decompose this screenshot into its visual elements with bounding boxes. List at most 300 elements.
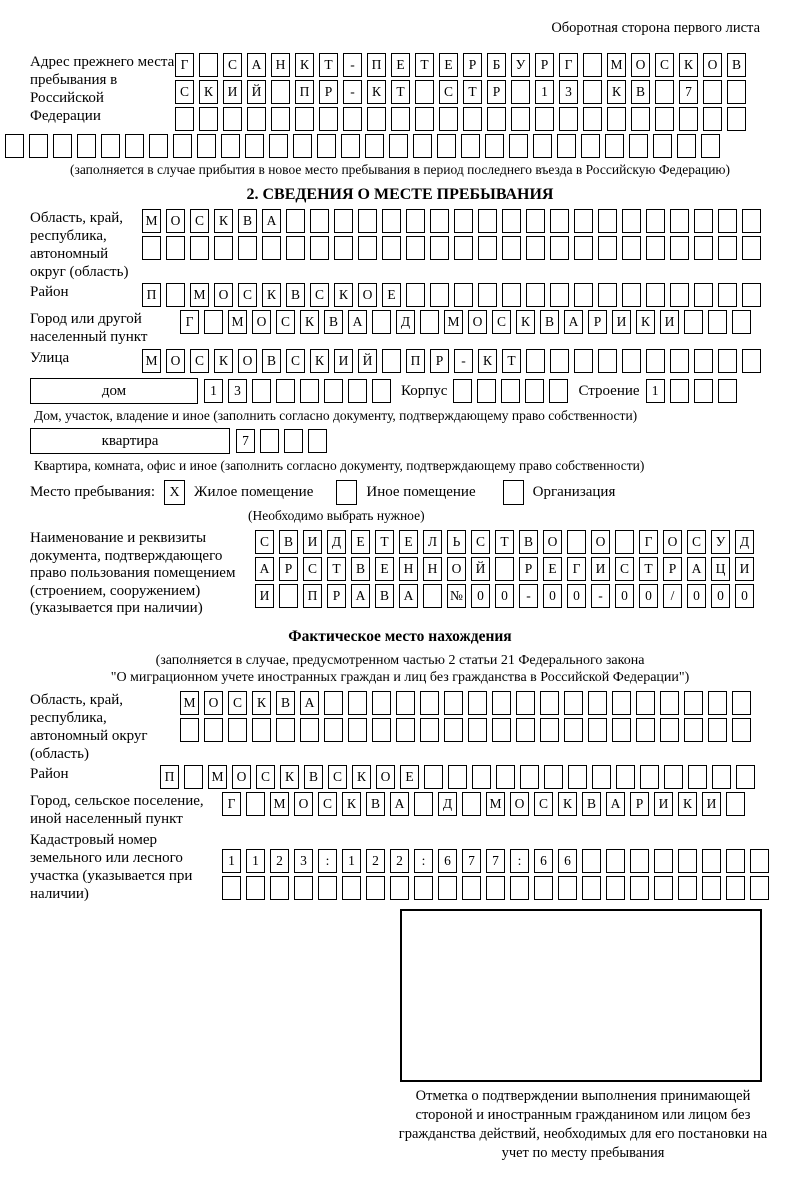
char-box[interactable]: К — [679, 53, 698, 77]
char-box[interactable] — [246, 792, 265, 816]
char-box[interactable] — [516, 718, 535, 742]
char-box[interactable] — [415, 80, 434, 104]
char-box[interactable]: П — [295, 80, 314, 104]
char-box[interactable] — [462, 792, 481, 816]
char-box[interactable]: Г — [175, 53, 194, 77]
char-box[interactable] — [495, 557, 514, 581]
char-box[interactable] — [646, 349, 665, 373]
char-box[interactable] — [670, 379, 689, 403]
char-box[interactable]: О — [510, 792, 529, 816]
char-box[interactable]: Г — [559, 53, 578, 77]
char-box[interactable] — [574, 349, 593, 373]
char-box[interactable]: М — [270, 792, 289, 816]
char-box[interactable] — [636, 691, 655, 715]
char-box[interactable] — [300, 718, 319, 742]
char-box[interactable] — [197, 134, 216, 158]
char-box[interactable] — [664, 765, 683, 789]
char-box[interactable] — [439, 107, 458, 131]
char-box[interactable] — [502, 209, 521, 233]
char-box[interactable] — [365, 134, 384, 158]
char-box[interactable] — [727, 107, 746, 131]
char-box[interactable]: Т — [502, 349, 521, 373]
char-box[interactable] — [615, 530, 634, 554]
char-box[interactable] — [540, 718, 559, 742]
char-box[interactable] — [509, 134, 528, 158]
char-box[interactable] — [310, 209, 329, 233]
char-box[interactable] — [702, 849, 721, 873]
char-box[interactable] — [750, 876, 769, 900]
char-box[interactable]: В — [519, 530, 538, 554]
char-box[interactable] — [358, 236, 377, 260]
char-box[interactable] — [564, 691, 583, 715]
char-box[interactable]: С — [687, 530, 706, 554]
char-box[interactable]: 1 — [342, 849, 361, 873]
char-box[interactable] — [420, 310, 439, 334]
char-box[interactable]: К — [199, 80, 218, 104]
char-box[interactable] — [453, 379, 472, 403]
char-box[interactable] — [550, 236, 569, 260]
char-box[interactable] — [245, 134, 264, 158]
char-box[interactable] — [252, 718, 271, 742]
char-box[interactable] — [598, 236, 617, 260]
char-box[interactable]: У — [711, 530, 730, 554]
char-box[interactable]: 0 — [711, 584, 730, 608]
char-box[interactable] — [646, 209, 665, 233]
char-box[interactable]: С — [286, 349, 305, 373]
char-box[interactable] — [492, 691, 511, 715]
char-box[interactable] — [660, 691, 679, 715]
char-box[interactable] — [510, 876, 529, 900]
char-box[interactable] — [718, 379, 737, 403]
char-box[interactable] — [654, 849, 673, 873]
char-box[interactable] — [496, 765, 515, 789]
char-box[interactable] — [396, 691, 415, 715]
char-box[interactable]: В — [324, 310, 343, 334]
char-box[interactable] — [430, 209, 449, 233]
char-box[interactable]: 6 — [558, 849, 577, 873]
char-box[interactable]: Р — [279, 557, 298, 581]
char-box[interactable] — [286, 209, 305, 233]
char-box[interactable] — [420, 691, 439, 715]
char-box[interactable] — [520, 765, 539, 789]
char-box[interactable]: Т — [375, 530, 394, 554]
char-box[interactable]: О — [591, 530, 610, 554]
char-box[interactable]: 6 — [438, 849, 457, 873]
char-box[interactable]: Н — [423, 557, 442, 581]
char-box[interactable] — [694, 349, 713, 373]
char-box[interactable] — [606, 876, 625, 900]
char-box[interactable] — [727, 80, 746, 104]
char-box[interactable]: - — [343, 53, 362, 77]
char-box[interactable] — [485, 134, 504, 158]
char-box[interactable]: Е — [382, 283, 401, 307]
char-box[interactable]: Е — [375, 557, 394, 581]
char-box[interactable]: Е — [399, 530, 418, 554]
char-box[interactable]: О — [703, 53, 722, 77]
char-box[interactable]: Д — [735, 530, 754, 554]
char-box[interactable] — [343, 107, 362, 131]
char-box[interactable]: Т — [639, 557, 658, 581]
char-box[interactable]: И — [591, 557, 610, 581]
char-box[interactable]: 3 — [294, 849, 313, 873]
char-box[interactable] — [492, 718, 511, 742]
apartment-type-box[interactable]: квартира — [30, 428, 230, 454]
char-box[interactable] — [382, 236, 401, 260]
char-box[interactable]: : — [318, 849, 337, 873]
char-box[interactable] — [670, 236, 689, 260]
char-box[interactable] — [478, 209, 497, 233]
char-box[interactable] — [228, 718, 247, 742]
char-box[interactable]: К — [558, 792, 577, 816]
char-box[interactable]: С — [439, 80, 458, 104]
char-box[interactable]: В — [304, 765, 323, 789]
char-box[interactable]: В — [351, 557, 370, 581]
char-box[interactable] — [703, 107, 722, 131]
char-box[interactable]: Н — [271, 53, 290, 77]
char-box[interactable]: И — [255, 584, 274, 608]
char-box[interactable] — [372, 379, 391, 403]
char-box[interactable]: Р — [430, 349, 449, 373]
char-box[interactable] — [221, 134, 240, 158]
char-box[interactable] — [279, 584, 298, 608]
char-box[interactable]: К — [607, 80, 626, 104]
char-box[interactable]: К — [262, 283, 281, 307]
char-box[interactable] — [173, 134, 192, 158]
char-box[interactable] — [583, 80, 602, 104]
char-box[interactable] — [750, 849, 769, 873]
char-box[interactable] — [670, 209, 689, 233]
char-box[interactable] — [701, 134, 720, 158]
char-box[interactable] — [413, 134, 432, 158]
char-box[interactable] — [293, 134, 312, 158]
char-box[interactable]: К — [342, 792, 361, 816]
char-box[interactable] — [423, 584, 442, 608]
char-box[interactable]: У — [511, 53, 530, 77]
char-box[interactable]: 0 — [615, 584, 634, 608]
char-box[interactable] — [348, 379, 367, 403]
char-box[interactable] — [592, 765, 611, 789]
char-box[interactable]: М — [208, 765, 227, 789]
char-box[interactable] — [372, 691, 391, 715]
char-box[interactable] — [372, 718, 391, 742]
char-box[interactable] — [324, 379, 343, 403]
char-box[interactable] — [444, 691, 463, 715]
char-box[interactable] — [574, 209, 593, 233]
char-box[interactable]: А — [399, 584, 418, 608]
char-box[interactable]: К — [280, 765, 299, 789]
char-box[interactable] — [564, 718, 583, 742]
char-box[interactable]: Г — [639, 530, 658, 554]
char-box[interactable]: О — [631, 53, 650, 77]
char-box[interactable] — [276, 718, 295, 742]
char-box[interactable] — [286, 236, 305, 260]
char-box[interactable] — [583, 53, 602, 77]
char-box[interactable]: Й — [471, 557, 490, 581]
char-box[interactable] — [630, 849, 649, 873]
char-box[interactable] — [655, 107, 674, 131]
char-box[interactable] — [550, 349, 569, 373]
house-type-box[interactable]: дом — [30, 378, 198, 404]
char-box[interactable]: Д — [327, 530, 346, 554]
char-box[interactable] — [726, 849, 745, 873]
char-box[interactable]: / — [663, 584, 682, 608]
char-box[interactable] — [308, 429, 327, 453]
char-box[interactable]: О — [447, 557, 466, 581]
char-box[interactable] — [142, 236, 161, 260]
char-box[interactable] — [294, 876, 313, 900]
char-box[interactable]: М — [607, 53, 626, 77]
char-box[interactable] — [284, 429, 303, 453]
char-box[interactable] — [366, 876, 385, 900]
char-box[interactable]: С — [328, 765, 347, 789]
char-box[interactable] — [389, 134, 408, 158]
char-box[interactable]: П — [303, 584, 322, 608]
char-box[interactable]: Л — [423, 530, 442, 554]
char-box[interactable]: К — [214, 209, 233, 233]
char-box[interactable] — [199, 53, 218, 77]
char-box[interactable]: М — [444, 310, 463, 334]
char-box[interactable] — [526, 349, 545, 373]
char-box[interactable] — [420, 718, 439, 742]
char-box[interactable]: К — [352, 765, 371, 789]
char-box[interactable] — [732, 718, 751, 742]
char-box[interactable]: С — [228, 691, 247, 715]
char-box[interactable] — [199, 107, 218, 131]
char-box[interactable] — [558, 876, 577, 900]
char-box[interactable] — [414, 792, 433, 816]
char-box[interactable] — [486, 876, 505, 900]
char-box[interactable]: 1 — [246, 849, 265, 873]
char-box[interactable] — [726, 792, 745, 816]
char-box[interactable] — [670, 283, 689, 307]
char-box[interactable] — [276, 379, 295, 403]
char-box[interactable] — [367, 107, 386, 131]
char-box[interactable]: Н — [399, 557, 418, 581]
char-box[interactable] — [29, 134, 48, 158]
char-box[interactable]: И — [612, 310, 631, 334]
char-box[interactable] — [654, 876, 673, 900]
char-box[interactable]: О — [376, 765, 395, 789]
char-box[interactable] — [260, 429, 279, 453]
char-box[interactable]: Т — [495, 530, 514, 554]
char-box[interactable]: Г — [567, 557, 586, 581]
char-box[interactable]: С — [175, 80, 194, 104]
char-box[interactable]: М — [180, 691, 199, 715]
char-box[interactable] — [487, 107, 506, 131]
char-box[interactable]: - — [591, 584, 610, 608]
char-box[interactable] — [568, 765, 587, 789]
char-box[interactable]: С — [615, 557, 634, 581]
char-box[interactable]: Р — [487, 80, 506, 104]
char-box[interactable] — [646, 283, 665, 307]
char-box[interactable]: Й — [358, 349, 377, 373]
char-box[interactable] — [437, 134, 456, 158]
char-box[interactable] — [502, 236, 521, 260]
char-box[interactable]: К — [252, 691, 271, 715]
char-box[interactable] — [534, 876, 553, 900]
char-box[interactable]: В — [375, 584, 394, 608]
char-box[interactable]: О — [663, 530, 682, 554]
char-box[interactable] — [677, 134, 696, 158]
char-box[interactable] — [708, 718, 727, 742]
char-box[interactable] — [478, 283, 497, 307]
char-box[interactable] — [415, 107, 434, 131]
char-box[interactable]: А — [351, 584, 370, 608]
char-box[interactable]: А — [606, 792, 625, 816]
char-box[interactable]: М — [228, 310, 247, 334]
char-box[interactable] — [468, 718, 487, 742]
char-box[interactable]: Е — [439, 53, 458, 77]
char-box[interactable] — [660, 718, 679, 742]
char-box[interactable] — [502, 283, 521, 307]
char-box[interactable]: 2 — [390, 849, 409, 873]
char-box[interactable] — [204, 718, 223, 742]
char-box[interactable]: Т — [463, 80, 482, 104]
char-box[interactable]: 0 — [735, 584, 754, 608]
char-box[interactable]: С — [276, 310, 295, 334]
char-box[interactable] — [544, 765, 563, 789]
char-box[interactable] — [678, 849, 697, 873]
char-box[interactable] — [612, 718, 631, 742]
char-box[interactable]: А — [262, 209, 281, 233]
char-box[interactable] — [269, 134, 288, 158]
char-box[interactable] — [5, 134, 24, 158]
char-box[interactable] — [582, 876, 601, 900]
char-box[interactable]: М — [142, 209, 161, 233]
char-box[interactable] — [477, 379, 496, 403]
char-box[interactable] — [396, 718, 415, 742]
char-box[interactable] — [588, 718, 607, 742]
char-box[interactable] — [726, 876, 745, 900]
char-box[interactable] — [550, 209, 569, 233]
char-box[interactable]: В — [238, 209, 257, 233]
char-box[interactable] — [184, 765, 203, 789]
char-box[interactable]: В — [279, 530, 298, 554]
char-box[interactable]: А — [247, 53, 266, 77]
char-box[interactable]: К — [478, 349, 497, 373]
char-box[interactable]: К — [300, 310, 319, 334]
char-box[interactable]: 0 — [495, 584, 514, 608]
char-box[interactable] — [424, 765, 443, 789]
char-box[interactable] — [708, 691, 727, 715]
char-box[interactable] — [694, 283, 713, 307]
char-box[interactable]: О — [166, 209, 185, 233]
char-box[interactable]: С — [255, 530, 274, 554]
char-box[interactable]: А — [300, 691, 319, 715]
char-box[interactable] — [535, 107, 554, 131]
char-box[interactable]: Ц — [711, 557, 730, 581]
char-box[interactable] — [382, 209, 401, 233]
char-box[interactable] — [223, 107, 242, 131]
char-box[interactable] — [540, 691, 559, 715]
char-box[interactable]: С — [492, 310, 511, 334]
char-box[interactable] — [732, 310, 751, 334]
char-box[interactable] — [166, 283, 185, 307]
char-box[interactable]: 7 — [236, 429, 255, 453]
char-box[interactable]: К — [214, 349, 233, 373]
char-box[interactable]: В — [727, 53, 746, 77]
char-box[interactable] — [175, 107, 194, 131]
char-box[interactable] — [684, 718, 703, 742]
char-box[interactable]: П — [142, 283, 161, 307]
char-box[interactable] — [622, 209, 641, 233]
char-box[interactable] — [406, 236, 425, 260]
char-box[interactable] — [348, 718, 367, 742]
char-box[interactable] — [598, 349, 617, 373]
char-box[interactable] — [736, 765, 755, 789]
char-box[interactable] — [718, 236, 737, 260]
char-box[interactable] — [533, 134, 552, 158]
char-box[interactable]: В — [540, 310, 559, 334]
char-box[interactable] — [125, 134, 144, 158]
char-box[interactable] — [655, 80, 674, 104]
char-box[interactable] — [214, 236, 233, 260]
char-box[interactable]: 2 — [270, 849, 289, 873]
char-box[interactable] — [684, 310, 703, 334]
char-box[interactable]: О — [358, 283, 377, 307]
char-box[interactable] — [694, 379, 713, 403]
char-box[interactable]: Р — [319, 80, 338, 104]
char-box[interactable]: 0 — [639, 584, 658, 608]
char-box[interactable]: В — [286, 283, 305, 307]
char-box[interactable]: В — [262, 349, 281, 373]
char-box[interactable]: Г — [180, 310, 199, 334]
char-box[interactable] — [501, 379, 520, 403]
char-box[interactable] — [606, 849, 625, 873]
char-box[interactable]: Е — [391, 53, 410, 77]
char-box[interactable]: Г — [222, 792, 241, 816]
char-box[interactable]: С — [238, 283, 257, 307]
char-box[interactable]: Е — [351, 530, 370, 554]
char-box[interactable]: № — [447, 584, 466, 608]
char-box[interactable]: В — [631, 80, 650, 104]
char-box[interactable]: Б — [487, 53, 506, 77]
char-box[interactable] — [631, 107, 650, 131]
char-box[interactable] — [101, 134, 120, 158]
char-box[interactable]: Р — [630, 792, 649, 816]
char-box[interactable]: С — [310, 283, 329, 307]
char-box[interactable] — [270, 876, 289, 900]
char-box[interactable]: - — [343, 80, 362, 104]
char-box[interactable] — [391, 107, 410, 131]
char-box[interactable] — [581, 134, 600, 158]
char-box[interactable]: И — [654, 792, 673, 816]
char-box[interactable] — [462, 876, 481, 900]
char-box[interactable]: 7 — [486, 849, 505, 873]
char-box[interactable]: Е — [400, 765, 419, 789]
char-box[interactable] — [295, 107, 314, 131]
char-box[interactable] — [341, 134, 360, 158]
char-box[interactable]: Р — [463, 53, 482, 77]
char-box[interactable]: 0 — [687, 584, 706, 608]
char-box[interactable]: 1 — [204, 379, 223, 403]
char-box[interactable]: А — [348, 310, 367, 334]
char-box[interactable] — [718, 283, 737, 307]
char-box[interactable]: 1 — [646, 379, 665, 403]
char-box[interactable] — [557, 134, 576, 158]
char-box[interactable]: О — [468, 310, 487, 334]
char-box[interactable] — [77, 134, 96, 158]
char-box[interactable]: К — [295, 53, 314, 77]
char-box[interactable] — [511, 107, 530, 131]
char-box[interactable] — [310, 236, 329, 260]
char-box[interactable]: 1 — [535, 80, 554, 104]
char-box[interactable] — [678, 876, 697, 900]
char-box[interactable] — [708, 310, 727, 334]
char-box[interactable] — [679, 107, 698, 131]
char-box[interactable]: М — [190, 283, 209, 307]
char-box[interactable]: Д — [438, 792, 457, 816]
